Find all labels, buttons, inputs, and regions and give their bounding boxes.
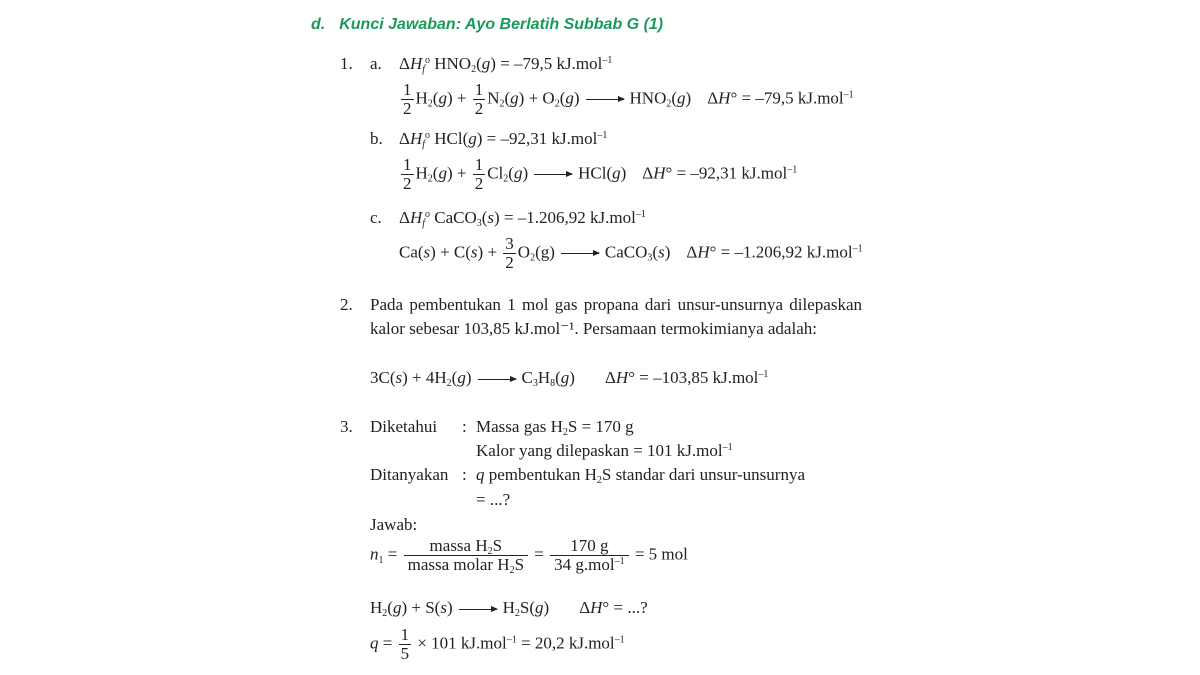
q3-q-result-tail: = 20,2 kJ.mol xyxy=(521,633,615,653)
reaction-arrow xyxy=(586,99,624,100)
q3-number: 3. xyxy=(340,417,353,436)
fraction-half: $\frac{1}{2}$ xyxy=(474,80,484,118)
q2-dh: = –103,85 kJ.mol xyxy=(639,368,759,387)
fraction-one-fifth: $\frac{1}{5}$ xyxy=(400,625,410,663)
q1c-letter: c. xyxy=(370,208,382,227)
q1c-enthalpy-statement: $\Delta H_f^o$ CaCO$_3$(s) = –1.206,92 kJ.mol$^{-1}$ xyxy=(399,208,646,229)
q1a-equation: $\frac{1}{2}$ $H_2(g)$ + $\frac{1}{2}$ $N_2(g) + O_2(g)$ $HNO_2(g) \Delta H^\circ = -79,5$ kJ.mol$^{-1}$ xyxy=(403,80,854,118)
reaction-arrow xyxy=(534,174,572,175)
reaction-arrow xyxy=(459,609,497,610)
q1-number: 1. xyxy=(340,54,353,73)
fraction-half: $\frac{1}{2}$ xyxy=(474,155,484,193)
q3-frac2-num: 170 g xyxy=(550,537,628,556)
q3-jawab-label: Jawab: xyxy=(370,515,418,534)
q1b-enthalpy-statement: $\Delta H_f^o$ HCl(g) = –92,31 kJ.mol$^{-1}$ xyxy=(399,129,608,150)
q3-mole-calculation: $n_1$ = $\frac{massa H_2S}{massa molar H_2S}$ = $\frac{170 g}{34 g.mol^{-1}}$ = 5 mol xyxy=(370,536,688,576)
q3-massa-value: S = 170 g xyxy=(567,417,634,436)
q1a-enthalpy-statement: $\Delta H_f^o$ $HNO_2(g) = -79,5$ kJ.mol$^{-1}$ xyxy=(399,54,613,75)
section-letter: d. xyxy=(311,16,326,33)
q1b-letter: b. xyxy=(370,129,383,148)
q3-massa-line: Massa gas $H_2S = 170$ g xyxy=(476,417,634,438)
q3-ditanyakan-label: Ditanyakan xyxy=(370,465,449,484)
q3-q-result: × 101 kJ.mol xyxy=(417,633,507,653)
q3-ditanyakan-line2: = ...? xyxy=(476,490,511,509)
q3-ditanyakan-tail: S standar dari unsur-unsurnya xyxy=(601,465,806,484)
q1c-value: = –1.206,92 kJ.mol xyxy=(503,208,636,227)
fraction-half: $\frac{1}{2}$ xyxy=(403,155,412,193)
q3-kalor-line: Kalor yang dilepaskan = 101 kJ.mol$^{-1}$ xyxy=(476,441,733,460)
q1c-dh: = –1.206,92 kJ.mol xyxy=(720,242,853,262)
q3-dh: = ...? xyxy=(613,598,648,617)
section-title: Kunci Jawaban: Ayo Berlatih Subbab G (1) xyxy=(339,16,664,33)
q1b-value: = –92,31 kJ.mol xyxy=(486,129,598,148)
reaction-arrow xyxy=(478,379,516,380)
colon: : xyxy=(462,417,467,436)
q3-equation: $H_2(g) + S(s)$ $H_2S(g) \Delta H^\circ$ = ...? xyxy=(370,598,648,619)
q1b-dh: = –92,31 kJ.mol xyxy=(676,163,788,183)
q1a-dh: = –79,5 kJ.mol xyxy=(741,88,844,108)
fraction-massa: $\frac{massa H_2S}{massa molar H_2S}$ xyxy=(404,537,528,574)
q3-ditanyakan-text: pembentukan H xyxy=(488,465,597,484)
q2-text: Pada pembentukan 1 mol gas propana dari unsur-unsurnya dilepaskan kalor sebesar 103,85 kJ.mol⁻¹. Persamaan termokimianya adalah: xyxy=(370,295,862,338)
q3-n-result: = 5 mol xyxy=(634,544,688,564)
q3-massa-label: Massa gas H xyxy=(476,417,563,436)
q3-q-calculation: q = $\frac{1}{5}$ × 101 kJ.mol$^{-1}$ = 20,2 kJ.mol$^{-1}$ xyxy=(370,625,625,663)
reaction-arrow xyxy=(561,253,599,254)
q3-ditanyakan-line: q pembentukan $H_2S$ standar dari unsur-unsurnya xyxy=(476,465,806,486)
q3-kalor-text: Kalor yang dilepaskan = 101 kJ.mol xyxy=(476,441,723,460)
q2-number: 2. xyxy=(340,295,353,314)
fraction-half: $\frac{1}{2}$ xyxy=(403,80,412,118)
q1c-equation: Ca(s) + C(s) + $\frac{3}{2}$ $O_2(g)$ CaCO$_3$(s) ΔH° = –1.206,92 kJ.mol$^{-1}$ xyxy=(399,234,863,272)
q2-equation: $3C(s) + 4H_2(g)$ $C_3H_8(g) \Delta H^\circ = -103,85$ kJ.mol$^{-1}$ xyxy=(370,368,769,389)
q1a-letter: a. xyxy=(370,54,382,73)
q1a-value: = –79,5 kJ.mol xyxy=(500,54,603,73)
q1b-equation: $\frac{1}{2}$ $H_2(g)$ + $\frac{1}{2}$ $Cl_2(g)$ HCl(g) ΔH° = –92,31 kJ.mol$^{-1}$ xyxy=(403,155,798,193)
colon: : xyxy=(462,465,467,484)
q3-diketahui-label: Diketahui xyxy=(370,417,438,436)
q3-frac2-den: 34 g.mol xyxy=(554,555,615,574)
section-heading xyxy=(311,16,663,34)
fraction-three-halves: $\frac{3}{2}$ xyxy=(505,234,514,272)
fraction-values: $\frac{170 g}{34 g.mol^{-1}}$ xyxy=(550,537,628,574)
